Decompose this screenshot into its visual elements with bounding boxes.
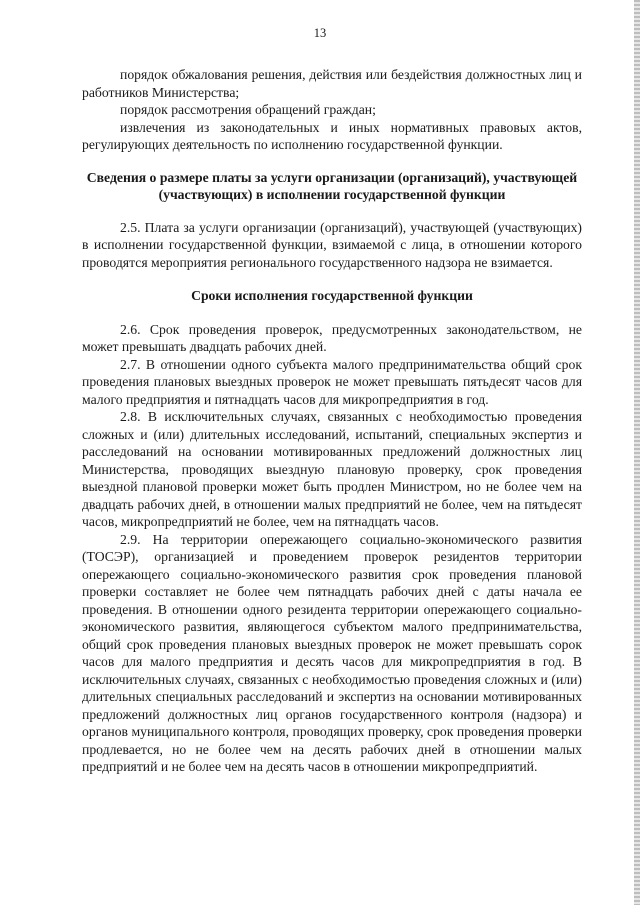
paragraph-legal-extracts: извлечения из законодательных и иных нормативных правовых актов, регулирующих деятельность по исполнению государственной функции. bbox=[82, 119, 582, 152]
paragraph-2-6: 2.6. Срок проведения проверок, предусмотренных законодательством, не может превышать двадцать рабочих дней. bbox=[82, 321, 582, 354]
scan-edge-strip bbox=[634, 0, 640, 905]
spacer bbox=[82, 305, 582, 321]
spacer bbox=[82, 204, 582, 219]
paragraph-2-9: 2.9. На территории опережающего социально-экономического развития (ТОСЭР), организацией и проведением проверок резидентов территории опережающего социально-экономического развития срок проведения плановой проверки составляет не более чем пятнадцать рабочих дней с даты начала ее проведения. В отношении одного резидента территории опережающего социально-экономического развития, являющегося субъектом малого предпринимательства, общий срок проведения плановых выездных проверок не может превышать сорок часов для малого предприятия и десять часов для микропредприятия в год. В исключительных случаях, связанных с необходимостью проведения сложных и (или) длительных специальных расследований и экспертиз на основании мотивированных предложений должностных лиц органов государственного контроля (надзора) и органов муниципального контроля, проводящих проверку, срок проведения проверки продлевается, но не более чем на десять рабочих дней в отношении малых предприятий и не более чем на десять часов в отношении микропредприятий. bbox=[82, 531, 582, 774]
spacer bbox=[82, 271, 582, 287]
section-title-deadlines: Сроки исполнения государственной функции bbox=[191, 288, 473, 303]
document-body bbox=[82, 66, 582, 776]
spacer bbox=[82, 154, 582, 169]
paragraph-2-5: 2.5. Плата за услуги организации (организаций), участвующей (участвующих) в исполнении государственной функции, взимаемой с лица, в отношении которого проводятся мероприятия регионального государственного надзора не взимается. bbox=[82, 219, 582, 270]
page-number: 13 bbox=[313, 26, 327, 40]
paragraph-2-7: 2.7. В отношении одного субъекта малого предпринимательства общий срок проведения плановых выездных проверок не может превышать пятьдесят часов для малого предприятия и пятнадцать часов для микропредприятия в год. bbox=[82, 356, 582, 407]
paragraph-appeal-procedure: порядок обжалования решения, действия или бездействия должностных лиц и работников Министерства; bbox=[82, 67, 582, 100]
section-title-fee-info: Сведения о размере платы за услуги организации (организаций), участвующей (участвующих) в исполнении государственной функции bbox=[86, 169, 578, 202]
paragraph-citizen-appeals: порядок рассмотрения обращений граждан; bbox=[120, 102, 376, 117]
paragraph-2-8: 2.8. В исключительных случаях, связанных с необходимостью проведения сложных и (или) длительных исследований, испытаний, специальных экспертиз и расследований на основании мотивированных предложений должностных лиц Министерства, проводящих выездную плановую проверку, срок проведения выездной плановой проверки может быть продлен Министром, но не более чем на двадцать рабочих дней, в отношении малых предприятий не более, чем на пятьдесят часов, микропредприятий не более, чем на пятнадцать часов. bbox=[82, 409, 582, 529]
